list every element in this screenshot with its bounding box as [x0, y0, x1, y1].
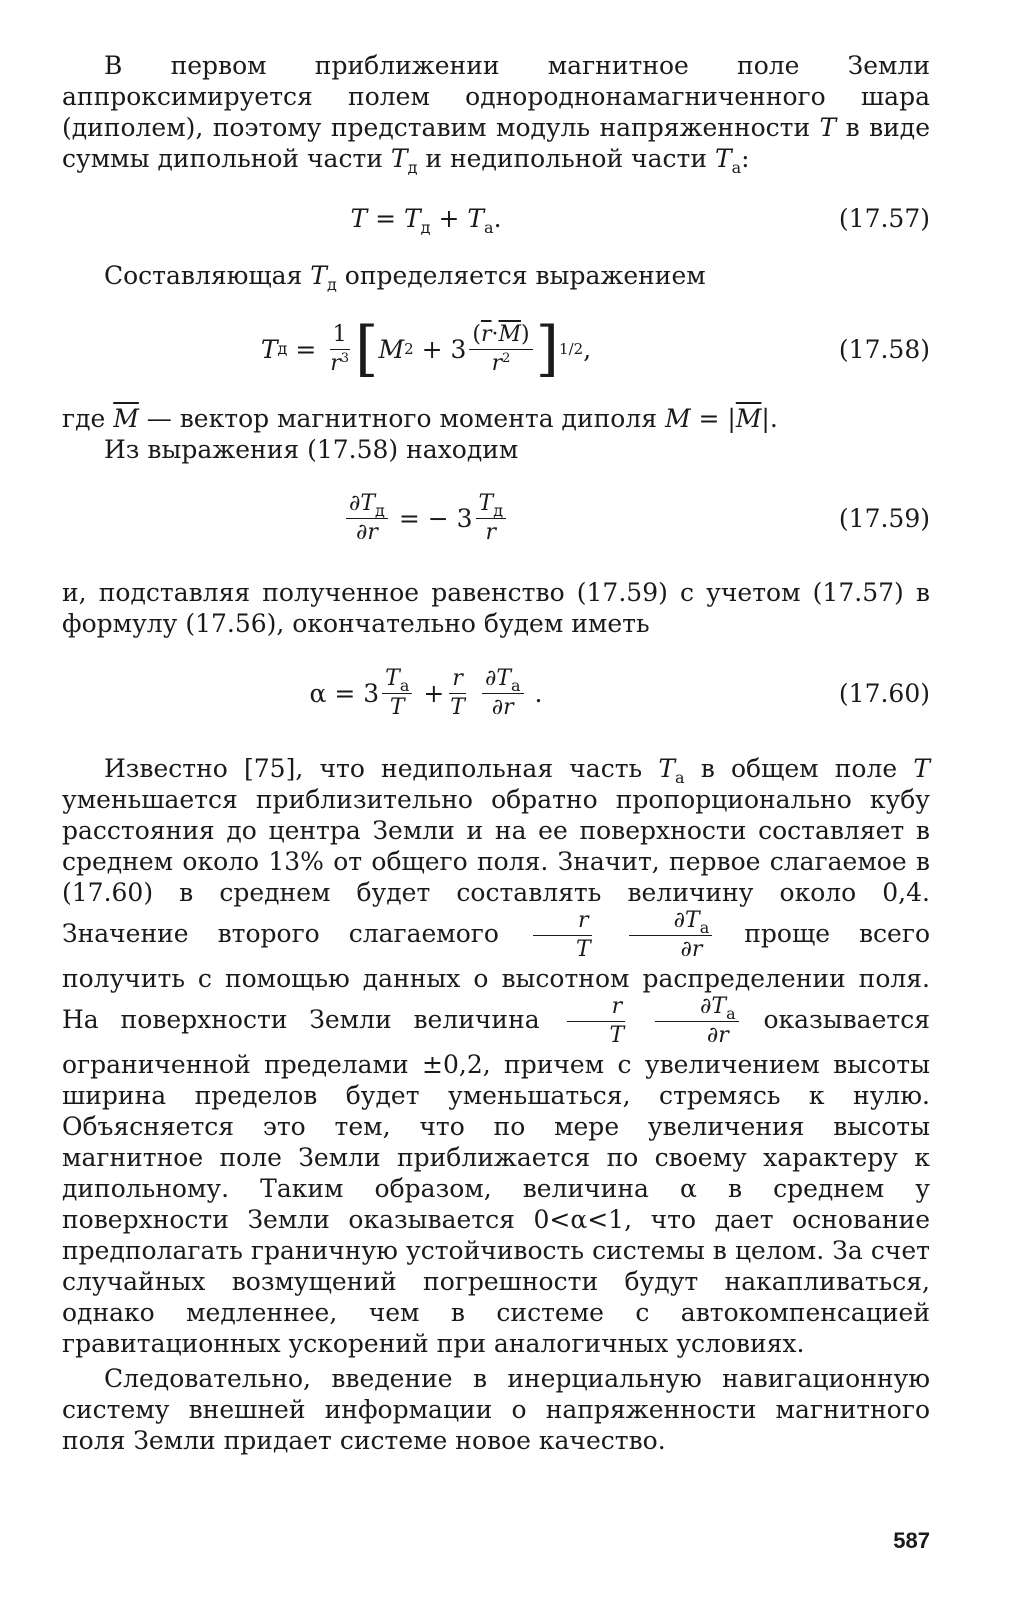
- paragraph-3: где $\overline{M}$ — вектор магнитного момента диполя $M = |\overline{M}|$.: [62, 404, 778, 433]
- page-body: [62, 50, 930, 1456]
- equation-number: (17.60): [838, 678, 930, 708]
- equation-number: (17.57): [838, 203, 930, 233]
- equation-body: $T = T_д + T_а$.: [350, 203, 502, 237]
- equation-body: α = 3 $\frac{T_а}{T}$ + $\frac{r}{T}$ $\frac{\partial T_а}{\partial r}$ .: [309, 665, 543, 720]
- paragraph-1: В первом приближении магнитное поле Земли аппроксимируется полем однороднонамагниченного шара (диполем), поэтому представим модуль напряженности T в виде суммы дипольной части $T_д$ и недипольной части $T_а$:: [62, 51, 930, 177]
- equation-body: $\frac{\partial T_д}{\partial r}$ = − 3 $\frac{T_д}{r}$: [62, 491, 790, 546]
- page-number: 587: [893, 1528, 930, 1553]
- equation-number: (17.59): [838, 503, 930, 533]
- paragraph-7: Следовательно, введение в инерциальную навигационную систему внешней информации о напряженности магнитного поля Земли придает системе новое качество.: [62, 1364, 930, 1455]
- paragraph-2: Составляющая $T_д$ определяется выражением: [104, 261, 706, 294]
- equation-17-57: [62, 188, 930, 248]
- paragraph-6: Известно [75], что недипольная часть $T_а$ в общем поле T уменьшается приблизительно обратно пропорционально кубу расстояния до центра Земли и на ее поверхности составляет в среднем около 13% от общего поля. Значит, первое слагаемое в (17.60) в среднем будет составлять величину около 0,4. Значение второго слагаемого $\frac{r}{T}$ $\frac{\partial T_а}{\partial r}$ проще всего получить с помощью данных о высотном распределении поля. На поверхности Земли величина $\frac{r}{T}$ $\frac{\partial T_а}{\partial r}$ оказывается ограниченной пределами ±0,2, причем с увеличением высоты ширина пределов будет уменьшаться, стремясь к нулю. Объясняется это тем, что по мере увеличения высоты магнитное поле Земли приближается по своему характеру к дипольному. Таким образом, величина α в среднем у поверхности Земли оказывается 0<α<1, что дает основание предполагать граничную устойчивость системы в целом. За счет случайных возмущений погрешности будут накапливаться, однако медленнее, чем в системе с автокомпенсацией гравитационных ускорений при аналогичных условиях.: [62, 754, 930, 1358]
- equation-17-59: [62, 473, 930, 563]
- equation-body: T д = $\frac{1}{r^3}$ [ M 2 + 3 $\frac{(\overline{r}\cdot\overline{M})}{r^2}$ ] 1/2 ,: [260, 314, 592, 384]
- paragraph-4: Из выражения (17.58) находим: [104, 435, 519, 464]
- equation-17-60: [62, 645, 930, 741]
- equation-number: (17.58): [838, 334, 930, 364]
- paragraph-5: и, подставляя полученное равенство (17.59) с учетом (17.57) в формулу (17.56), окончательно будем иметь: [62, 578, 930, 638]
- equation-17-58: [62, 301, 930, 397]
